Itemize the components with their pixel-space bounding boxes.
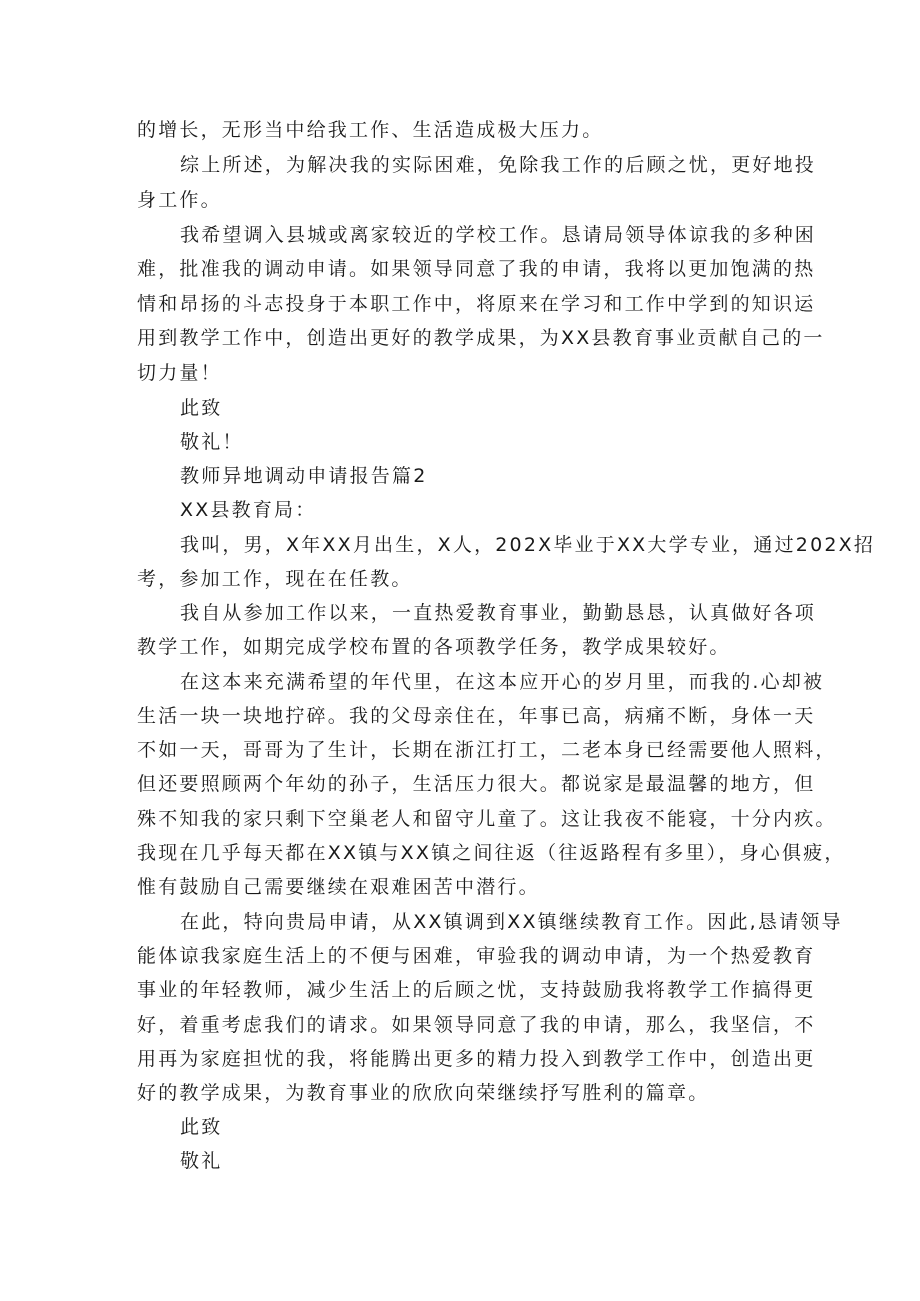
text-line: 难，批准我的调动申请。如果领导同意了我的申请，我将以更加饱满的热 xyxy=(137,258,816,280)
closing-salutation: 此致 xyxy=(180,397,223,419)
addressee: XX县教育局： xyxy=(180,499,317,521)
text-line: 殊不知我的家只剩下空巢老人和留守儿童了。这让我夜不能寝，十分内疚。 xyxy=(137,808,837,830)
text-line: 身工作。 xyxy=(137,189,222,211)
text-line: 但还要照顾两个年幼的孙子，生活压力很大。都说家是最温馨的地方，但 xyxy=(137,773,816,795)
closing-regards: 敬礼 xyxy=(180,1150,223,1172)
text-line: 教学工作，如期完成学校布置的各项教学任务，教学成果较好。 xyxy=(137,636,731,658)
text-line: 不如一天，哥哥为了生计，长期在浙江打工，二老本身已经需要他人照料， xyxy=(137,739,837,761)
paragraph-first-line: 在此，特向贵局申请，从XX镇调到XX镇继续教育工作。因此,恳请领导 xyxy=(180,911,843,933)
text-line: 的增长，无形当中给我工作、生活造成极大压力。 xyxy=(137,119,604,141)
text-line: 用到教学工作中，创造出更好的教学成果，为XX县教育事业贡献自己的一 xyxy=(137,327,825,349)
text-line: 好的教学成果，为教育事业的欣欣向荣继续抒写胜利的篇章。 xyxy=(137,1082,710,1104)
text-line: 用再为家庭担忧的我，将能腾出更多的精力投入到教学工作中，创造出更 xyxy=(137,1048,816,1070)
text-line: 能体谅我家庭生活上的不便与困难，审验我的调动申请，为一个热爱教育 xyxy=(137,945,816,967)
closing-salutation: 此致 xyxy=(180,1116,223,1138)
text-line: 情和昂扬的斗志投身于本职工作中，将原来在学习和工作中学到的知识运 xyxy=(137,293,816,315)
paragraph-first-line: 综上所述，为解决我的实际困难，免除我工作的后顾之忧，更好地投 xyxy=(180,154,817,176)
closing-regards: 敬礼！ xyxy=(180,431,244,453)
text-line: 好，着重考虑我们的请求。如果领导同意了我的申请，那么，我坚信，不 xyxy=(137,1014,816,1036)
text-line: 惟有鼓励自己需要继续在艰难困苦中潜行。 xyxy=(137,876,540,898)
text-line: 生活一块一块地拧碎。我的父母亲住在，年事已高，病痛不断，身体一天 xyxy=(137,705,816,727)
paragraph-first-line: 在这本来充满希望的年代里，在这本应开心的岁月里，而我的.心却被 xyxy=(180,671,825,693)
paragraph-first-line: 我叫，男，X年XX月出生，X人，202X毕业于XX大学专业，通过202X招 xyxy=(180,534,876,556)
text-line: 切力量！ xyxy=(137,362,222,384)
text-line: 事业的年轻教师，减少生活上的后顾之忧，支持鼓励我将教学工作搞得更 xyxy=(137,979,816,1001)
paragraph-first-line: 我希望调入县城或离家较近的学校工作。恳请局领导体谅我的多种困 xyxy=(180,224,817,246)
text-line: 我现在几乎每天都在XX镇与XX镇之间往返（往返路程有多里），身心俱疲， xyxy=(137,842,846,864)
section-heading: 教师异地调动申请报告篇2 xyxy=(180,465,428,487)
text-line: 考，参加工作，现在在任教。 xyxy=(137,568,413,590)
paragraph-first-line: 我自从参加工作以来，一直热爱教育事业，勤勤恳恳，认真做好各项 xyxy=(180,602,817,624)
